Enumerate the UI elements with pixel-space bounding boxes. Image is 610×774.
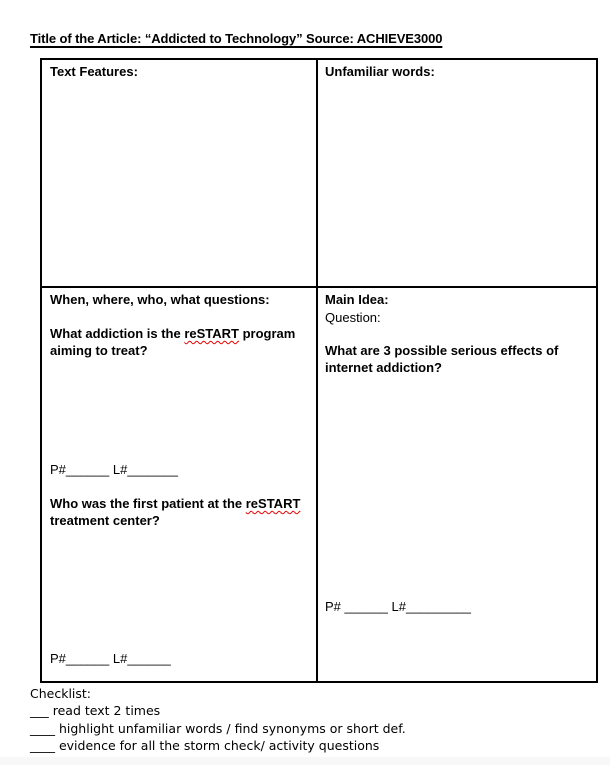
checklist-item: ____ highlight unfamiliar words / find synonyms or short def.	[30, 720, 406, 736]
question-1-line-2: aiming to treat?	[50, 343, 148, 358]
page-line-blank-3: P# ______ L#_________	[325, 599, 472, 614]
question-label: Question:	[325, 310, 381, 325]
question-1	[50, 325, 295, 359]
misspelled-word: reSTART	[184, 326, 239, 341]
cell-text-features	[42, 60, 318, 288]
checklist	[30, 685, 406, 754]
checklist-header: Checklist:	[30, 686, 92, 701]
main-idea-label: Main Idea:	[325, 292, 389, 307]
cell-unfamiliar-words	[318, 60, 596, 288]
question-2	[50, 495, 300, 529]
article-title: Title of the Article: “Addicted to Technology” Source: ACHIEVE3000	[30, 31, 443, 46]
questions-header: When, where, who, what questions:	[50, 292, 270, 307]
question-2-line-1: Who was the first patient at the reSTART	[50, 496, 301, 511]
worksheet-table	[40, 58, 598, 683]
page-line-blank-2: P#______ L#______	[50, 651, 171, 666]
main-idea-question	[325, 342, 558, 376]
checklist-item: ___ read text 2 times	[30, 703, 161, 719]
unfamiliar-words-label: Unfamiliar words:	[325, 64, 435, 79]
page-line-blank-1: P#______ L#_______	[50, 462, 178, 477]
checklist-item: ____ evidence for all the storm check/ activity questions	[30, 737, 380, 753]
cell-main-idea	[318, 288, 596, 681]
page-edge-band	[0, 757, 610, 765]
text-features-label: Text Features:	[50, 64, 138, 79]
question-2-line-2: treatment center?	[50, 513, 160, 528]
cell-questions	[42, 288, 318, 681]
misspelled-word: reSTART	[245, 496, 301, 511]
main-idea-question-line-2: internet addiction?	[325, 360, 442, 375]
question-1-line-1: What addiction is the reSTART program	[50, 326, 296, 341]
main-idea-question-line-1: What are 3 possible serious effects of	[325, 343, 559, 358]
